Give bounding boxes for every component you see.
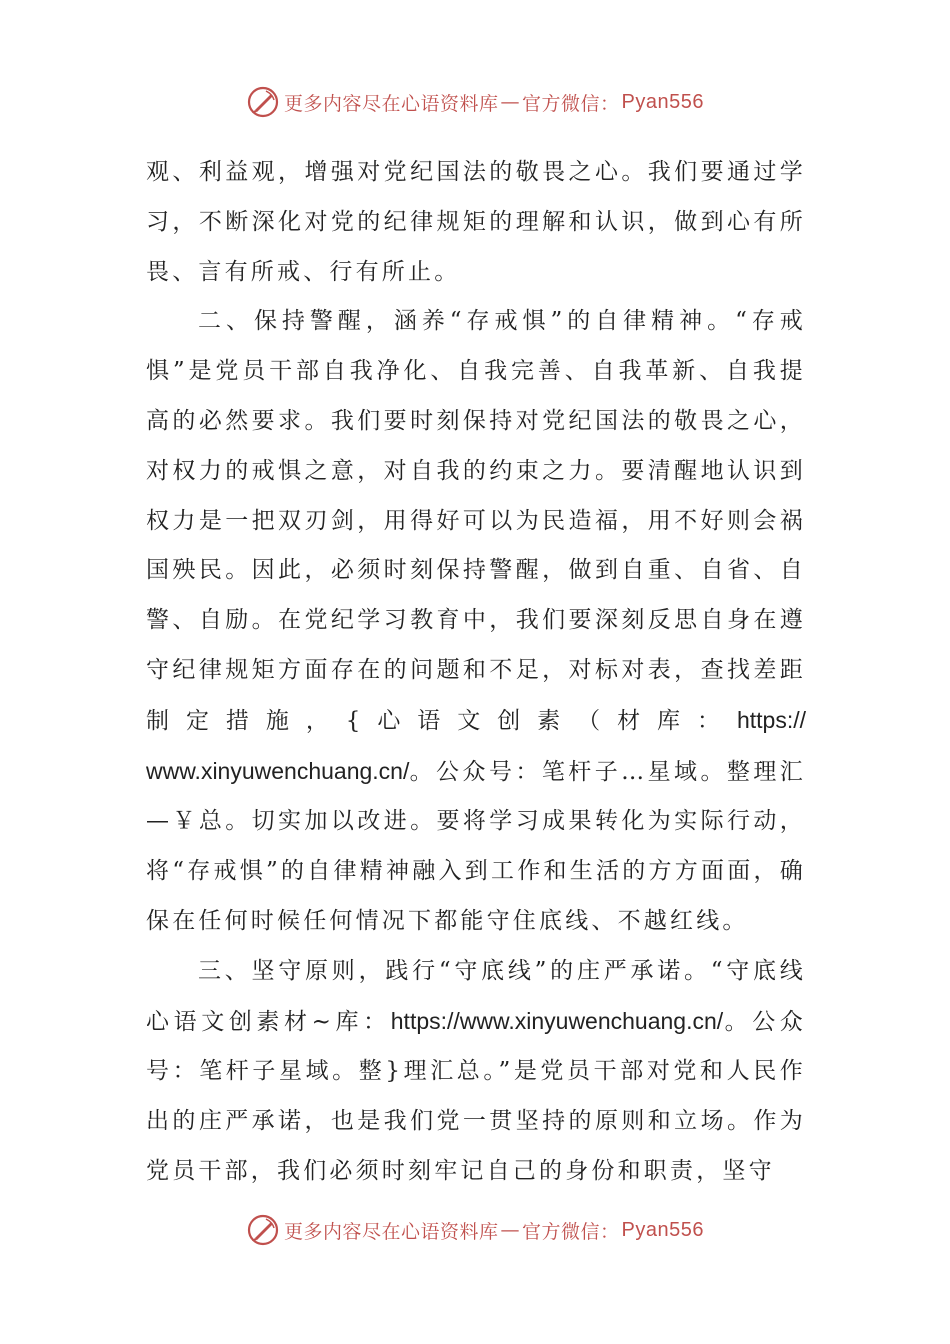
- paragraph-2-spread-text: 制定措施，{心语文创素（材库：: [146, 707, 737, 734]
- header-banner: [0, 82, 950, 122]
- banner-site-name: 更多内容尽在心语资料库: [284, 1220, 499, 1243]
- banner-dash: —: [500, 1219, 521, 1241]
- paragraph-3-text-end: 。公众号：笔杆子星域。整}理汇总。”是党员干部对党和人民作出的庄严承诺，也是我们党一贯坚持的原则和立场。作为党员干部，我们必须时刻牢记自己的身份和职责，坚守: [146, 1008, 806, 1184]
- paragraph-3: [146, 947, 806, 1197]
- banner-wechat-label: 官方微信：: [522, 92, 620, 115]
- document-body: [146, 148, 806, 1197]
- footer-banner: [0, 1210, 950, 1250]
- paragraph-3-url: https://www.xinyuwenchuang.cn/: [390, 1007, 724, 1034]
- paragraph-1: 观、利益观，增强对党纪国法的敬畏之心。我们要通过学习，不断深化对党的纪律规矩的理解和认识，做到心有所畏、言有所戒、行有所止。: [146, 159, 806, 285]
- pen-logo-icon: [246, 1213, 280, 1247]
- pen-logo-icon: [246, 85, 280, 119]
- paragraph-2-url-part1: https://: [736, 706, 806, 733]
- banner-wechat-id: Pyan556: [621, 1218, 704, 1241]
- paragraph-2: [146, 297, 806, 946]
- paragraph-2-text: 二、保持警醒，涵养“存戒惧”的自律精神。“存戒惧”是党员干部自我净化、自我完善、自我革新、自我提高的必然要求。我们要时刻保持对党纪国法的敬畏之心，对权力的戒惧之意，对自我的约束之力。要清醒地认识到权力是一把双刃剑，用得好可以为民造福，用不好则会祸国殃民。因此，必须时刻保持警醒，做到自重、自省、自警、自励。在党纪学习教育中，我们要深刻反思自身在遵守纪律规矩方面存在的问题和不足，对标对表，查找差距: [146, 308, 806, 683]
- banner-wechat-label: 官方微信：: [522, 1220, 620, 1243]
- paragraph-2-url-part2: www.xinyuwenchuang.cn/: [146, 757, 410, 784]
- paragraph-2-text-end: 。公众号：笔杆子…星域。整理汇—￥总。切实加以改进。要将学习成果转化为实际行动，将“存戒惧”的自律精神融入到工作和生活的方方面面，确保在任何时候任何情况下都能守住底线、不越红线。: [146, 758, 806, 934]
- banner-wechat-id: Pyan556: [621, 90, 704, 113]
- paragraph-3-text: 三、坚守原则，践行“守底线”的庄严承诺。“守底线心语文创素材~库：: [146, 957, 806, 1035]
- banner-site-name: 更多内容尽在心语资料库: [284, 92, 499, 115]
- banner-dash: —: [500, 91, 521, 113]
